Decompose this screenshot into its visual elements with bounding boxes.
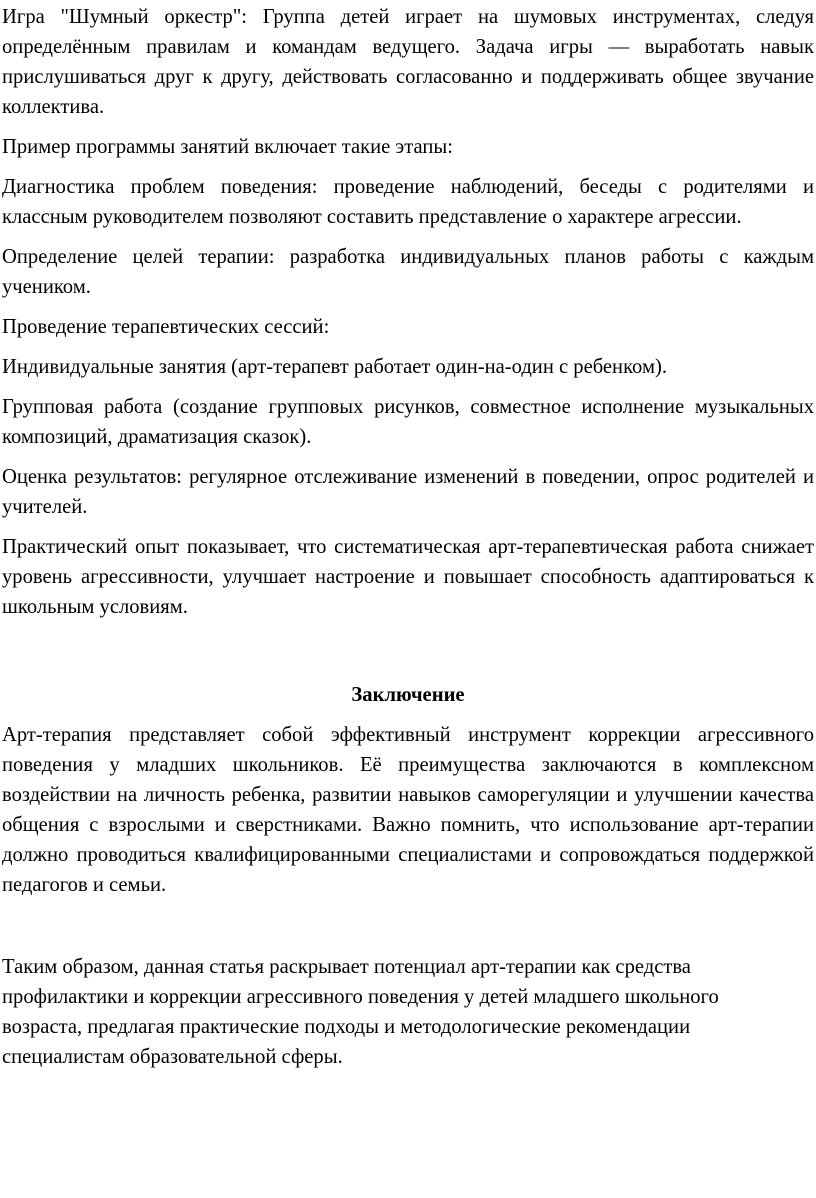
paragraph-noisy-orchestra: Игра "Шумный оркестр": Группа детей играет на шумовых инструментах, следуя определённым правилам и командам ведущего. Задача игры — выработать навык прислушиваться друг к другу, действовать согласованно и поддерживать общее звучание коллектива. — [2, 6, 814, 118]
paragraph-diagnostics: Диагностика проблем поведения: проведение наблюдений, беседы с родителями и классным руководителем позволяют составить представление о характере агрессии. — [2, 176, 814, 228]
paragraph-group-work: Групповая работа (создание групповых рисунков, совместное исполнение музыкальных композиций, драматизация сказок). — [2, 396, 814, 448]
paragraph-conclusion: Арт-терапия представляет собой эффективный инструмент коррекции агрессивного поведения у младших школьников. Её преимущества заключаются в комплексном воздействии на личность ребенка, развитии навыков саморегуляции и улучшении качества общения с взрослыми и сверстниками. Важно помнить, что использование арт-терапии должно проводиться квалифицированными специалистами и сопровождаться поддержкой педагогов и семьи. — [2, 724, 814, 896]
paragraph-program-intro: Пример программы занятий включает такие этапы: — [2, 136, 453, 158]
paragraph-goals: Определение целей терапии: разработка индивидуальных планов работы с каждым учеником. — [2, 246, 814, 298]
conclusion-heading: Заключение — [351, 684, 465, 706]
paragraph-evaluation: Оценка результатов: регулярное отслеживание изменений в поведении, опрос родителей и учителей. — [2, 466, 814, 518]
paragraph-final: Таким образом, данная статья раскрывает потенциал арт-терапии как средства профилактики и коррекции агрессивного поведения у детей младшего школьного возраста, предлагая практические подходы и методологические рекомендации специалистам образовательной сферы. — [2, 956, 719, 1068]
paragraph-practical-experience: Практический опыт показывает, что систематическая арт-терапевтическая работа снижает уровень агрессивности, улучшает настроение и повышает способность адаптироваться к школьным условиям. — [2, 536, 814, 618]
paragraph-individual: Индивидуальные занятия (арт-терапевт работает один-на-один с ребенком). — [2, 356, 667, 378]
paragraph-sessions: Проведение терапевтических сессий: — [2, 316, 330, 338]
